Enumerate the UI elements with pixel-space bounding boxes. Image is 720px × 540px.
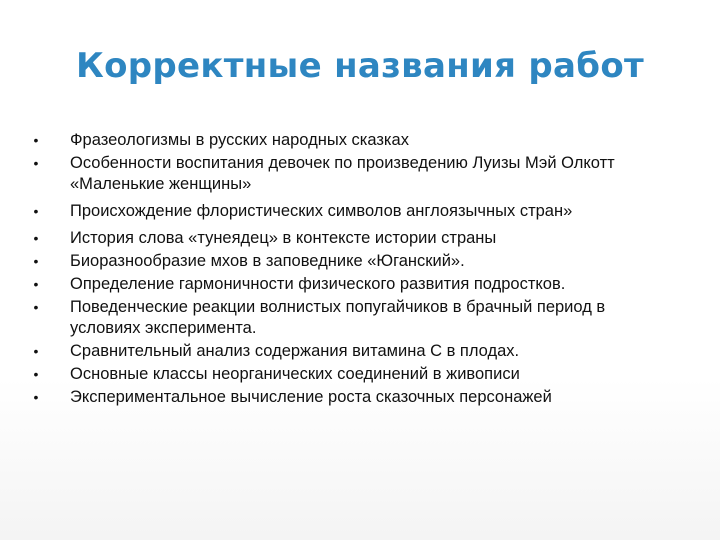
list-item-text: Экспериментальное вычисление роста сказочных персонажей xyxy=(70,388,552,406)
bullet-icon: • xyxy=(33,343,39,359)
topic-list xyxy=(30,130,680,410)
bullet-icon: • xyxy=(33,203,39,219)
list-item xyxy=(30,228,680,249)
list-item-text: Определение гармоничности физического развития подростков. xyxy=(70,275,566,293)
list-item-text: Биоразнообразие мхов в заповеднике «Юганский». xyxy=(70,252,465,270)
list-item-text: Происхождение флористических символов англоязычных стран» xyxy=(70,202,573,220)
list-item xyxy=(30,387,680,408)
list-item xyxy=(30,364,680,385)
list-item-text: История слова «тунеядец» в контексте истории страны xyxy=(70,229,497,247)
bullet-icon: • xyxy=(33,366,39,382)
list-item xyxy=(30,274,680,295)
list-item xyxy=(30,297,680,339)
bullet-icon: • xyxy=(33,299,39,315)
list-item-text: Поведенческие реакции волнистых попугайчиков в брачный период в условиях эксперимента. xyxy=(70,298,606,337)
list-item xyxy=(30,153,680,195)
list-item xyxy=(30,130,680,151)
list-item-text: Основные классы неорганических соединений в живописи xyxy=(70,365,520,383)
list-item-text: Фразеологизмы в русских народных сказках xyxy=(70,131,409,149)
list-item-text: Особенности воспитания девочек по произведению Луизы Мэй Олкотт «Маленькие женщины» xyxy=(70,154,615,193)
bullet-icon: • xyxy=(33,253,39,269)
bullet-icon: • xyxy=(33,389,39,405)
list-item-text: Сравнительный анализ содержания витамина С в плодах. xyxy=(70,342,520,360)
bullet-icon: • xyxy=(33,230,39,246)
slide-title: Корректные названия работ xyxy=(75,46,645,86)
list-item xyxy=(30,201,680,222)
bullet-icon: • xyxy=(33,276,39,292)
list-item xyxy=(30,341,680,362)
list-item xyxy=(30,251,680,272)
bullet-icon: • xyxy=(33,155,39,171)
bullet-icon: • xyxy=(33,132,39,148)
